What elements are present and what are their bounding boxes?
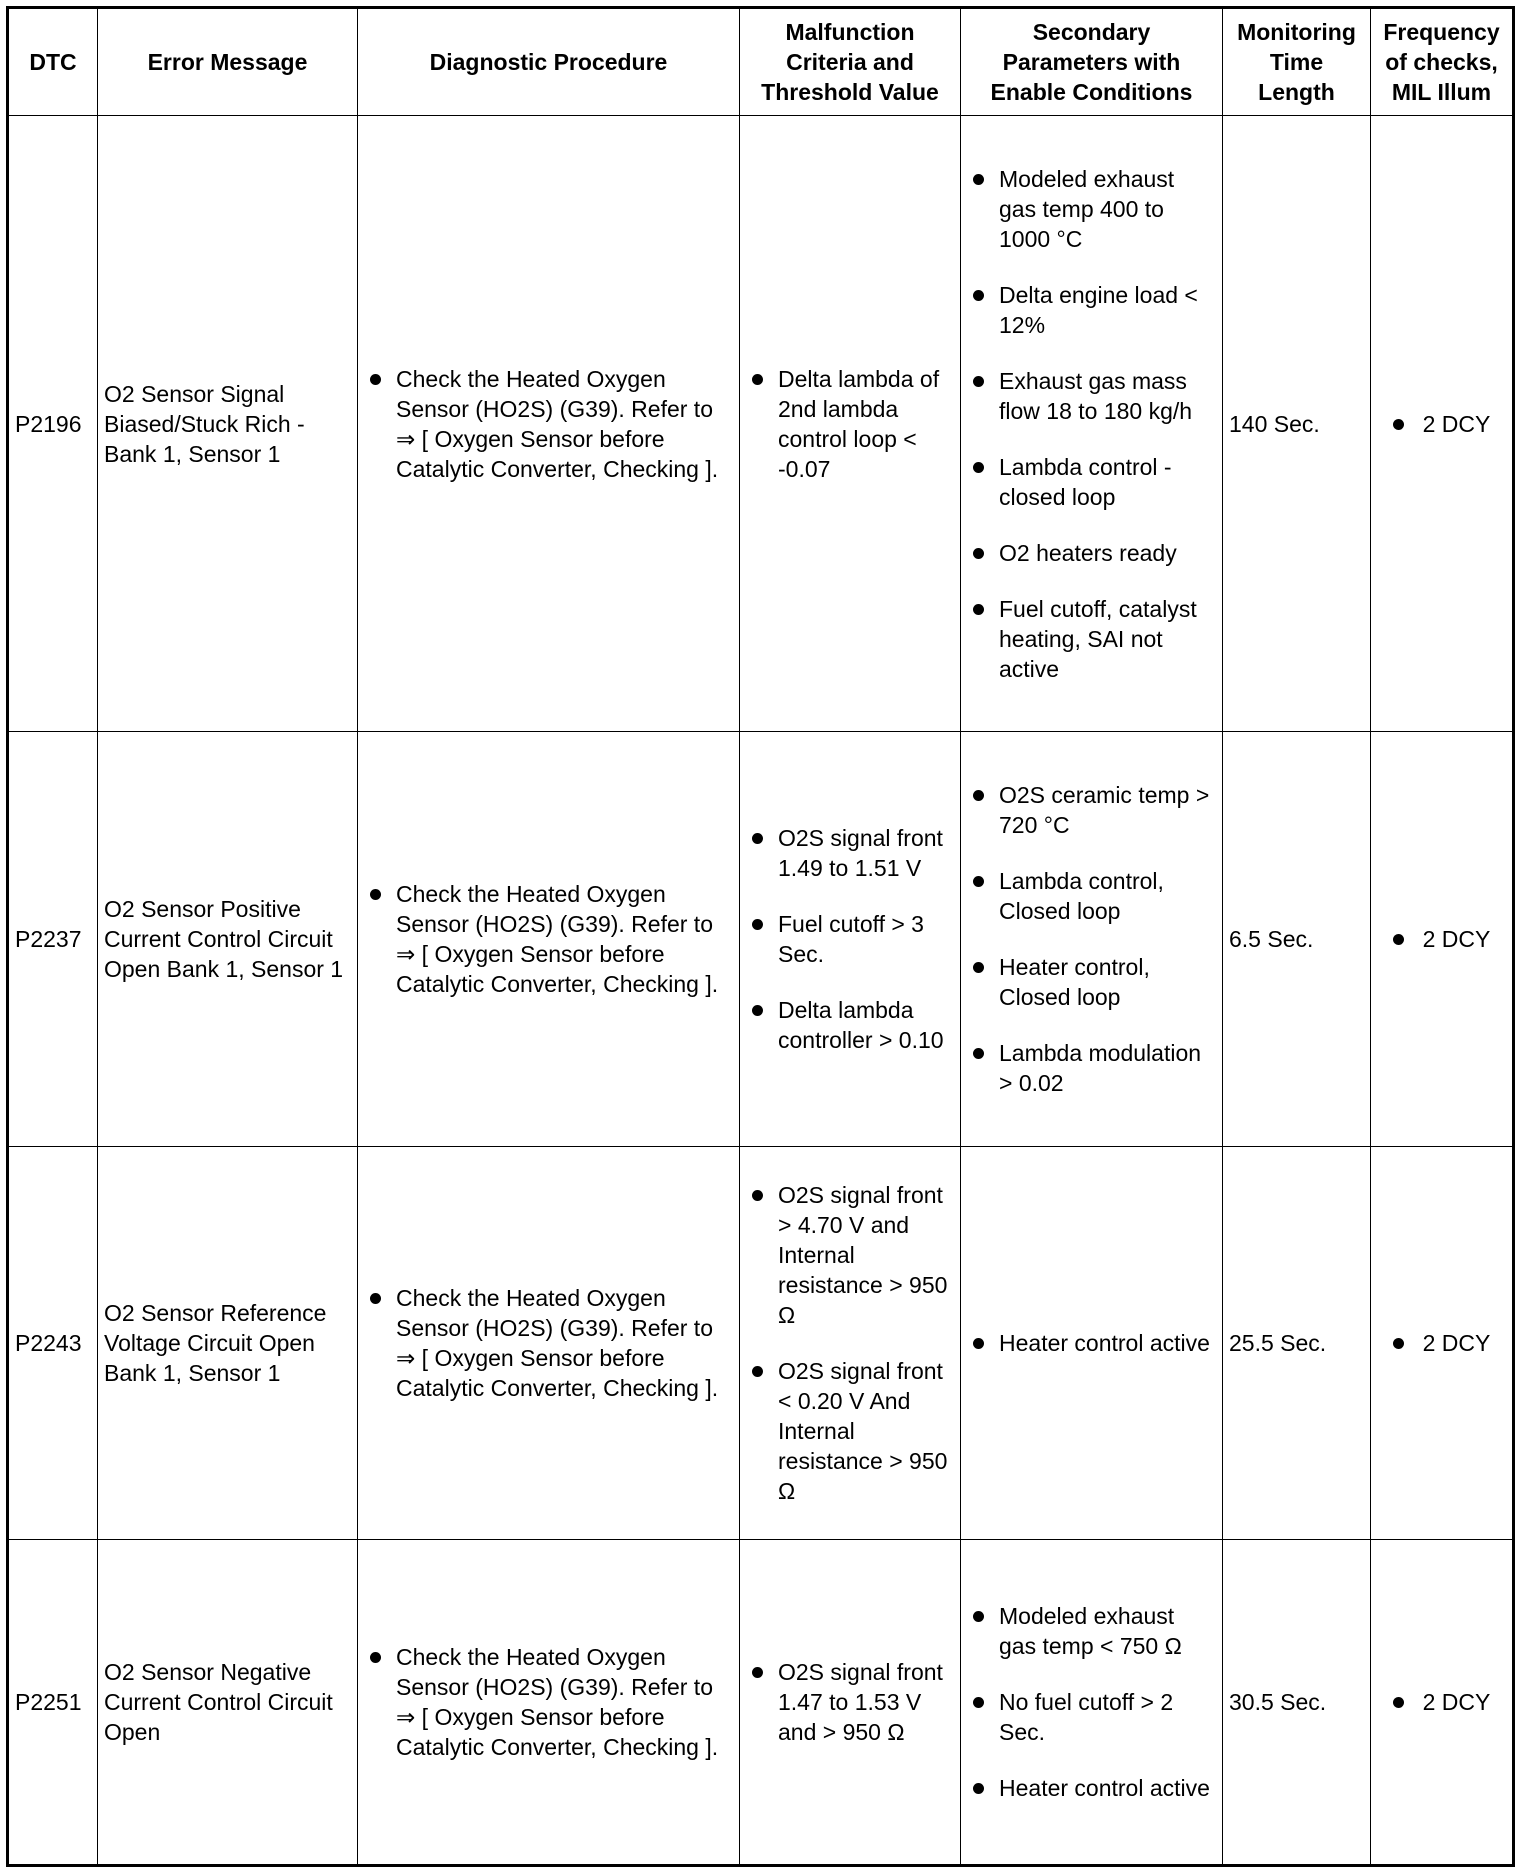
secondary-item: Lambda modulation > 0.02	[967, 1038, 1216, 1098]
secondary-parameters	[961, 116, 1223, 732]
malfunction-criteria	[740, 1147, 961, 1540]
criteria-item: O2S signal front 1.49 to 1.51 V	[746, 823, 954, 883]
monitoring-time: 25.5 Sec.	[1223, 1147, 1371, 1540]
secondary-item: Fuel cutoff, catalyst heating, SAI not active	[967, 594, 1216, 684]
secondary-item: Heater control active	[967, 1773, 1216, 1803]
procedure-item: Check the Heated Oxygen Sensor (HO2S) (G39). Refer to ⇒ [ Oxygen Sensor before Catalytic Converter, Checking ].	[364, 1642, 733, 1762]
diagnostic-procedure	[358, 116, 740, 732]
diagnostic-procedure	[358, 732, 740, 1147]
secondary-parameters	[961, 1540, 1223, 1866]
table-row	[8, 116, 1514, 732]
error-message: O2 Sensor Positive Current Control Circuit Open Bank 1, Sensor 1	[98, 732, 358, 1147]
header-secondary-parameters: Secondary Parameters with Enable Conditions	[961, 8, 1223, 116]
secondary-parameters	[961, 732, 1223, 1147]
frequency-value: 2 DCY	[1393, 924, 1491, 954]
secondary-item: Delta engine load < 12%	[967, 280, 1216, 340]
dtc-code: P2196	[8, 116, 98, 732]
malfunction-criteria	[740, 116, 961, 732]
dtc-code: P2243	[8, 1147, 98, 1540]
header-frequency: Frequency of checks, MIL Illum	[1371, 8, 1514, 116]
secondary-item: Heater control, Closed loop	[967, 952, 1216, 1012]
criteria-item: Delta lambda of 2nd lambda control loop < -0.07	[746, 364, 954, 484]
malfunction-criteria	[740, 1540, 961, 1866]
header-error-message: Error Message	[98, 8, 358, 116]
secondary-parameters	[961, 1147, 1223, 1540]
criteria-item: O2S signal front > 4.70 V and Internal resistance > 950 Ω	[746, 1180, 954, 1330]
malfunction-criteria	[740, 732, 961, 1147]
error-message: O2 Sensor Signal Biased/Stuck Rich - Bank 1, Sensor 1	[98, 116, 358, 732]
criteria-item: O2S signal front < 0.20 V And Internal resistance > 950 Ω	[746, 1356, 954, 1506]
frequency-value: 2 DCY	[1393, 1328, 1491, 1358]
header-row	[8, 8, 1514, 116]
secondary-item: Exhaust gas mass flow 18 to 180 kg/h	[967, 366, 1216, 426]
error-message: O2 Sensor Reference Voltage Circuit Open Bank 1, Sensor 1	[98, 1147, 358, 1540]
diagnostic-procedure	[358, 1147, 740, 1540]
procedure-item: Check the Heated Oxygen Sensor (HO2S) (G39). Refer to ⇒ [ Oxygen Sensor before Catalytic Converter, Checking ].	[364, 879, 733, 999]
secondary-item: Modeled exhaust gas temp 400 to 1000 °C	[967, 164, 1216, 254]
dtc-table	[6, 6, 1515, 1867]
frequency-value: 2 DCY	[1393, 1687, 1491, 1717]
frequency	[1371, 1147, 1514, 1540]
frequency	[1371, 116, 1514, 732]
frequency	[1371, 732, 1514, 1147]
dtc-code: P2237	[8, 732, 98, 1147]
dtc-code: P2251	[8, 1540, 98, 1866]
secondary-item: O2 heaters ready	[967, 538, 1216, 568]
monitoring-time: 140 Sec.	[1223, 116, 1371, 732]
diagnostic-procedure	[358, 1540, 740, 1866]
criteria-item: Fuel cutoff > 3 Sec.	[746, 909, 954, 969]
monitoring-time: 6.5 Sec.	[1223, 732, 1371, 1147]
secondary-item: Modeled exhaust gas temp < 750 Ω	[967, 1601, 1216, 1661]
error-message: O2 Sensor Negative Current Control Circuit Open	[98, 1540, 358, 1866]
secondary-item: O2S ceramic temp > 720 °C	[967, 780, 1216, 840]
header-malfunction-criteria: Malfunction Criteria and Threshold Value	[740, 8, 961, 116]
criteria-item: Delta lambda controller > 0.10	[746, 995, 954, 1055]
table-row	[8, 1540, 1514, 1866]
procedure-item: Check the Heated Oxygen Sensor (HO2S) (G39). Refer to ⇒ [ Oxygen Sensor before Catalytic Converter, Checking ].	[364, 1283, 733, 1403]
secondary-item: Lambda control - closed loop	[967, 452, 1216, 512]
header-monitoring-time: Monitoring Time Length	[1223, 8, 1371, 116]
frequency-value: 2 DCY	[1393, 409, 1491, 439]
secondary-item: Lambda control, Closed loop	[967, 866, 1216, 926]
monitoring-time: 30.5 Sec.	[1223, 1540, 1371, 1866]
frequency	[1371, 1540, 1514, 1866]
criteria-item: O2S signal front 1.47 to 1.53 V and > 950 Ω	[746, 1657, 954, 1747]
secondary-item: No fuel cutoff > 2 Sec.	[967, 1687, 1216, 1747]
header-dtc: DTC	[8, 8, 98, 116]
header-diagnostic-procedure: Diagnostic Procedure	[358, 8, 740, 116]
table-row	[8, 732, 1514, 1147]
secondary-item: Heater control active	[967, 1328, 1216, 1358]
procedure-item: Check the Heated Oxygen Sensor (HO2S) (G39). Refer to ⇒ [ Oxygen Sensor before Catalytic Converter, Checking ].	[364, 364, 733, 484]
table-row	[8, 1147, 1514, 1540]
